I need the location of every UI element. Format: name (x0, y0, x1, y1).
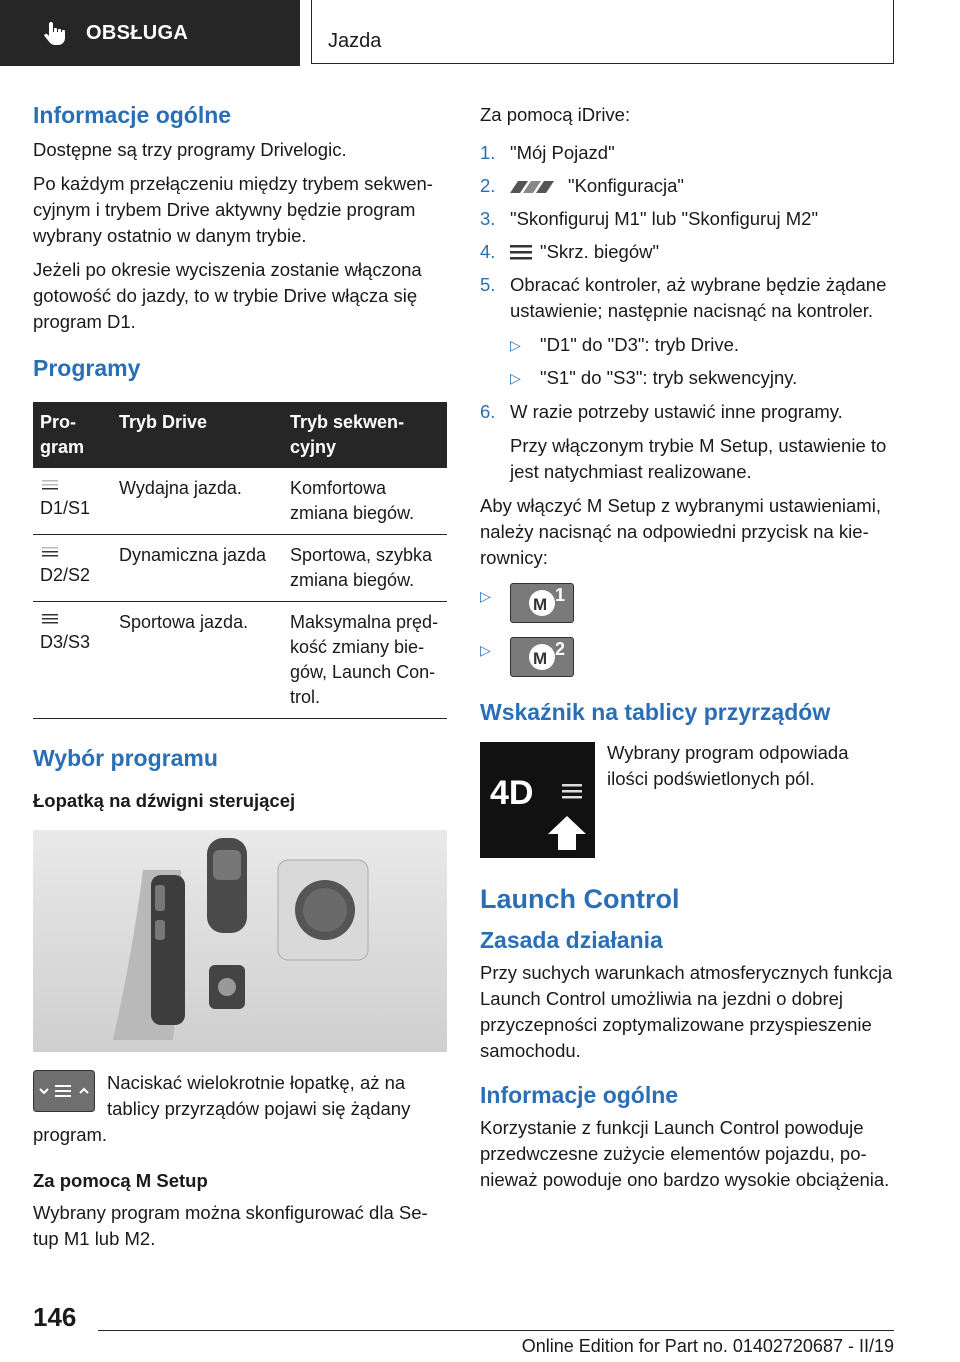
program-code: D3/S3 (40, 632, 91, 652)
heading-programs: Programy (33, 355, 141, 381)
m2-button-icon: M 2 (510, 637, 574, 677)
right-column (480, 102, 894, 1201)
gearbox-lines-icon (510, 245, 532, 261)
triangle-bullet-icon: ▷ (510, 370, 521, 386)
paragraph: Dostępne są trzy programy Drivelogic. (33, 139, 347, 160)
indicator-block (480, 742, 894, 858)
principle-paragraph: Przy suchych warunkach atmosferycznych funkcja Launch Control umożliwia na jezdni o dobrej przyczepności zoptymalizowane przyspieszenie samochodu. (480, 962, 893, 1061)
upshift-arrow-icon (548, 816, 586, 850)
subheading-paddle: Łopatką na dźwigni sterującej (33, 790, 296, 811)
sequential-mode-cell: Maksymalna prędkość zmiany biegów, Launch Control. (283, 602, 447, 719)
hand-pointer-icon (40, 19, 68, 47)
footer-divider (98, 1330, 894, 1331)
drive-mode-cell: Dynamiczna jazda (112, 535, 283, 602)
program-level-3-icon (42, 614, 58, 624)
table-row (33, 468, 447, 535)
table-row (33, 602, 447, 719)
list-item: 3. "Skonfiguruj M1" lub "Skonfiguruj M2" (480, 208, 819, 229)
table-header: Tryb Drive (112, 402, 283, 468)
msetup-buttons-intro: Aby włączyć M Setup z wybranymi ustawieniami, należy nacisnąć na odpowiedni przycisk na kierownicy: (480, 495, 881, 568)
list-item: 2. "Konfiguracja" (480, 175, 684, 196)
program-code: D2/S2 (40, 565, 91, 585)
paddle-instruction: Naciskać wielokrotnie łopatkę, aż na tablicy przyrządów pojawi się żądany program. (33, 1072, 411, 1145)
triangle-bullet-icon: ▷ (480, 588, 491, 604)
msetup-button-list (480, 583, 894, 677)
list-item: ▷ "D1" do "D3": tryb Drive. (510, 332, 894, 358)
m-stripes-icon (510, 180, 558, 194)
paddle-button-icon (33, 1070, 95, 1112)
table-row (33, 535, 447, 602)
chapter-header (311, 0, 894, 64)
subheading-msetup: Za pomocą M Setup (33, 1170, 208, 1191)
table-header: Tryb sekwencyjny (283, 402, 447, 468)
sequential-mode-cell: Sportowa, szybka zmiana biegów. (283, 535, 447, 602)
chapter-title: Jazda (328, 30, 382, 52)
triangle-bullet-icon: ▷ (480, 642, 491, 658)
heading-select-program: Wybór programu (33, 745, 218, 771)
display-gear: 4D (490, 774, 534, 812)
msetup-paragraph: Wybrany program można skonfigurować dla Setup M1 lub M2. (33, 1202, 428, 1249)
sub-list (510, 332, 894, 391)
list-item: 5. Obracać kontroler, aż wybrane będzie żądane ustawienie; następnie nacisnąć na kontroler. (480, 274, 887, 321)
paragraph: Po każdym przełączeniu między trybem sekwencyjnym i trybem Drive aktywny będzie program wybrany ostatnio w danym trybie. (33, 173, 433, 246)
drive-mode-cell: Wydajna jazda. (112, 468, 283, 535)
general2-paragraph: Korzystanie z funkcji Launch Control powoduje przedwczesne zużycie elementów pojazdu, ponieważ powoduje ono bardzo wysokie obciążenia. (480, 1117, 890, 1190)
m1-button-icon: M 1 (510, 583, 574, 623)
program-level-1-icon (42, 480, 58, 490)
program-level-indicator-icon (562, 784, 582, 800)
page-number: 146 (33, 1302, 77, 1332)
triangle-bullet-icon: ▷ (510, 337, 521, 353)
heading-principle: Zasada działania (480, 927, 663, 953)
paragraph: Jeżeli po okresie wyciszenia zostanie włączona gotowość do jazdy, to w trybie Drive włącza się program D1. (33, 259, 422, 332)
indicator-text: Wybrany program odpowiada ilości podświetlonych pól. (607, 742, 849, 789)
list-item (480, 637, 894, 677)
step-note: Przy włączonym trybie M Setup, ustawienie to jest natychmiast realizowane. (510, 435, 887, 482)
heading-indicator: Wskaźnik na tablicy przyrządów (480, 699, 831, 725)
left-column (33, 102, 447, 1260)
section-title: OBSŁUGA (86, 21, 189, 44)
section-tab (0, 0, 300, 66)
list-item (480, 583, 894, 623)
heading-general: Informacje ogólne (33, 102, 232, 128)
idrive-steps-cont (480, 399, 894, 485)
sequential-mode-cell: Komfortowa zmiana biegów. (283, 468, 447, 535)
table-header: Program (33, 402, 112, 468)
list-item: 4. "Skrz. biegów" (480, 241, 660, 262)
program-level-2-icon (42, 547, 58, 557)
drive-mode-cell: Sportowa jazda. (112, 602, 283, 719)
heading-general-2: Informacje ogólne (480, 1082, 679, 1108)
idrive-intro: Za pomocą iDrive: (480, 104, 631, 125)
gear-selector-photo (33, 830, 447, 1052)
list-item: 6. W razie potrzeby ustawić inne programy. Przy włączonym trybie M Setup, ustawienie to jest natychmiast realizowane. (480, 399, 894, 485)
list-item: ▷ "S1" do "S3": tryb sekwencyjny. (510, 365, 894, 391)
edition-note: Online Edition for Part no. 01402720687 - II/19 (521, 1336, 894, 1356)
list-item: 1. "Mój Pojazd" (480, 142, 615, 163)
programs-table (33, 402, 447, 719)
instrument-display (480, 742, 595, 858)
heading-launch-control: Launch Control (480, 884, 680, 914)
idrive-steps (480, 140, 894, 324)
program-code: D1/S1 (40, 498, 91, 518)
